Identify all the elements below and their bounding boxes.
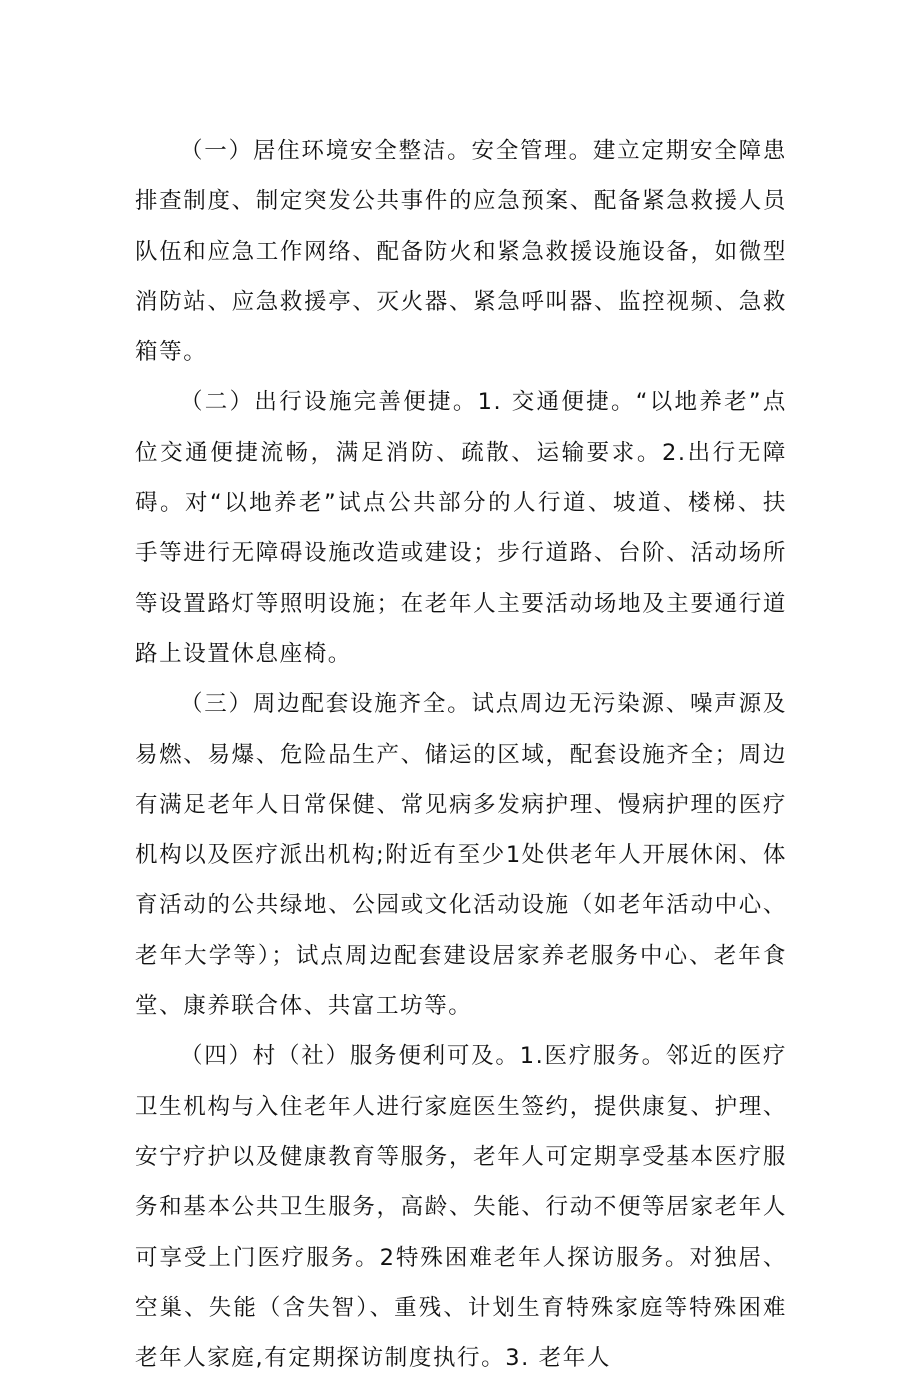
paragraph-2: （二）出行设施完善便捷。1. 交通便捷。“以地养老”点位交通便捷流畅，满足消防、疏散、运输要求。2.出行无障碍。对“以地养老”试点公共部分的人行道、坡道、楼梯、扶手等进行无障碍设施改造或建设；步行道路、台阶、活动场所等设置路灯等照明设施；在老年人主要活动场地及主要通行道路上设置休息座椅。 <box>135 389 787 667</box>
paragraph-3: （三）周边配套设施齐全。试点周边无污染源、噪声源及易燃、易爆、危险品生产、储运的区域，配套设施齐全；周边有满足老年人日常保健、常见病多发病护理、慢病护理的医疗机构以及医疗派出机构;附近有至少1处供老年人开展休闲、体育活动的公共绿地、公园或文化活动设施（如老年活动中心、老年大学等）；试点周边配套建设居家养老服务中心、老年食堂、康养联合体、共富工坊等。 <box>135 691 787 1020</box>
paragraph-4: （四）村（社）服务便利可及。1.医疗服务。邻近的医疗卫生机构与入住老年人进行家庭医生签约，提供康复、护理、安宁疗护以及健康教育等服务，老年人可定期享受基本医疗服务和基本公共卫生服务，高龄、失能、行动不便等居家老年人可享受上门医疗服务。2特殊困难老年人探访服务。对独居、空巢、失能（含失智）、重残、计划生育特殊家庭等特殊困难老年人家庭,有定期探访制度执行。3. 老年人 <box>135 1043 787 1372</box>
document-body <box>135 126 787 1383</box>
paragraph-1: （一）居住环境安全整洁。安全管理。建立定期安全障患排查制度、制定突发公共事件的应急预案、配备紧急救援人员队伍和应急工作网络、配备防火和紧急救援设施设备，如微型消防站、应急救援亭、灭火器、紧急呼叫器、监控视频、急救箱等。 <box>135 138 787 366</box>
